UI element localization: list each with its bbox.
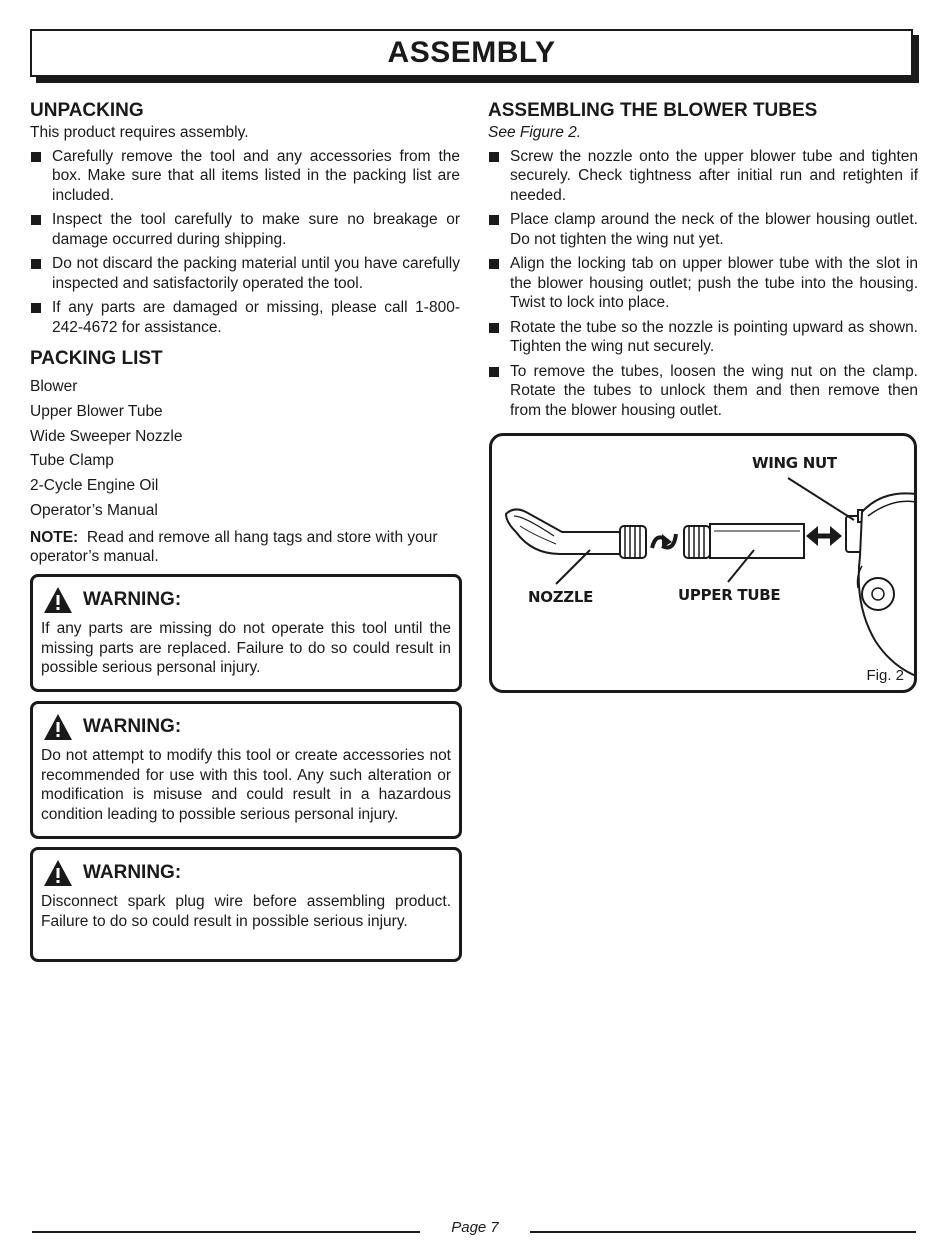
left-column [30,99,460,567]
unpacking-list [30,147,460,338]
warning-text: If any parts are missing do not operate this tool until the missing parts are replaced. Failure to do so could result in possible serious personal injury. [41,620,451,677]
list-item: Carefully remove the tool and any accessories from the box. Make sure that all items listed in the packing list are included. [30,147,460,206]
list-item: Place clamp around the neck of the blower housing outlet. Do not tighten the wing nut yet. [488,210,918,249]
warning-box-modification [30,701,462,839]
nozzle-label: NOZZLE [528,588,594,606]
square-bullet-icon [489,215,499,225]
square-bullet-icon [489,259,499,269]
twist-arrow-icon [652,534,676,548]
figure-2 [489,433,917,693]
warning-triangle-icon [43,586,73,614]
warning-title: WARNING: [83,716,182,737]
packing-list-heading: PACKING LIST [30,348,163,369]
see-figure-reference: See Figure 2. [488,124,582,141]
wing-nut-label: WING NUT [752,454,837,472]
blower-tube-illustration [492,436,914,690]
nozzle-illustration [506,509,646,558]
upper-tube-illustration [684,524,804,558]
packing-list [30,375,460,524]
wing-nut-leader-line [788,478,854,520]
list-item: Inspect the tool carefully to make sure no breakage or damage occurred during shipping. [30,210,460,249]
square-bullet-icon [31,152,41,162]
packing-item: Wide Sweeper Nozzle [30,427,183,445]
square-bullet-icon [489,152,499,162]
assembling-heading: ASSEMBLING THE BLOWER TUBES [488,100,818,121]
blower-housing-illustration [846,493,914,676]
note-text: Read and remove all hang tags and store with your operator’s manual. [30,528,438,566]
list-item: If any parts are damaged or missing, please call 1-800-242-4672 for assistance. [30,298,460,337]
unpacking-intro: This product requires assembly. [30,124,249,141]
packing-item: Upper Blower Tube [30,402,163,420]
warning-title: WARNING: [83,862,182,883]
packing-item: Operator’s Manual [30,501,158,519]
warning-triangle-icon [43,859,73,887]
square-bullet-icon [31,215,41,225]
note-label: NOTE: [30,528,79,546]
list-item: To remove the tubes, loosen the wing nut on the clamp. Rotate the tubes to unlock them and then remove then from the blower housing outlet. [488,362,918,421]
square-bullet-icon [31,303,41,313]
page-title: ASSEMBLY [30,29,913,77]
warning-text: Disconnect spark plug wire before assembling product. Failure to do so could result in possible serious injury. [41,893,451,930]
square-bullet-icon [489,367,499,377]
unpacking-heading: UNPACKING [30,100,144,121]
list-item: Do not discard the packing material until you have carefully inspected and satisfactorily operated the tool. [30,254,460,293]
packing-item: Tube Clamp [30,452,114,470]
figure-caption: Fig. 2 [866,667,904,684]
right-column [488,99,918,425]
warning-triangle-icon [43,713,73,741]
packing-item: Blower [30,378,78,395]
assembling-list [488,147,918,421]
warning-box-spark-plug [30,847,462,962]
list-item: Align the locking tab on upper blower tube with the slot in the blower housing outlet; push the tube into the housing. Twist to lock into place. [488,254,918,313]
list-item: Rotate the tube so the nozzle is pointing upward as shown. Tighten the wing nut securely. [488,318,918,357]
square-bullet-icon [31,259,41,269]
square-bullet-icon [489,323,499,333]
upper-tube-label: UPPER TUBE [678,586,781,604]
list-item: Screw the nozzle onto the upper blower tube and tighten securely. Check tightness after initial run and retighten if needed. [488,147,918,206]
warning-box-missing-parts [30,574,462,692]
warning-text: Do not attempt to modify this tool or create accessories not recommended for use with this tool. Any such alteration or modification is misuse and could result in a hazardous condition leading to possible serious personal injury. [41,747,451,824]
packing-item: 2-Cycle Engine Oil [30,477,159,495]
note [30,528,460,567]
double-arrow-icon [806,526,842,546]
nozzle-leader-line [556,550,590,584]
page-number: Page 7 [451,1219,499,1236]
warning-title: WARNING: [83,589,182,610]
